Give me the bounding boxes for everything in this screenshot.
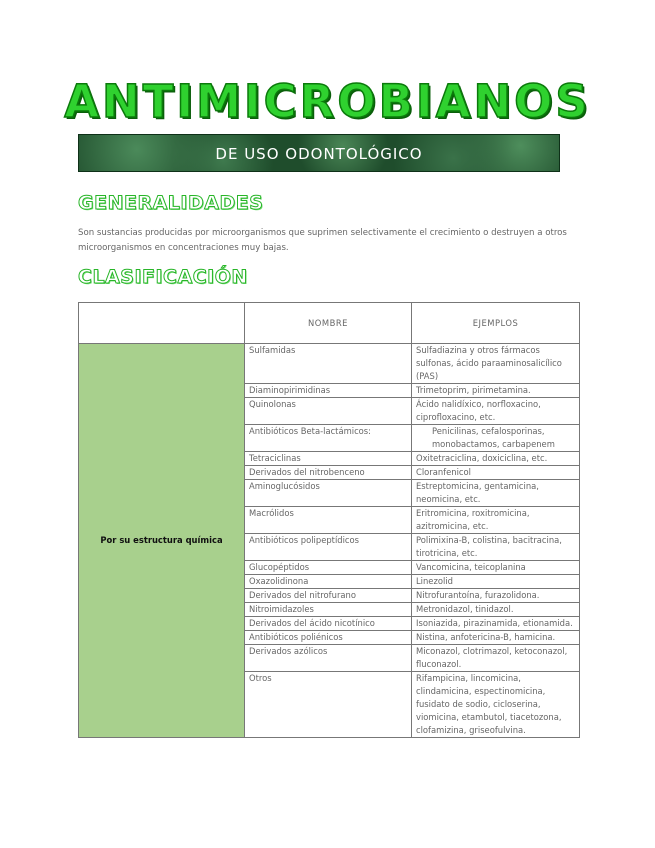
cell-ejemplos: Penicilinas, cefalosporinas, monobactamos, carbapenem (412, 425, 580, 452)
heading-clasificacion: CLASIFICACIÓN (78, 266, 248, 288)
cell-ejemplos: Isoniazida, pirazinamida, etionamida. (412, 617, 580, 631)
cell-ejemplos: Oxitetraciclina, doxiciclina, etc. (412, 452, 580, 466)
group-label: Por su estructura química (79, 344, 245, 738)
header-nombre: NOMBRE (245, 303, 412, 344)
cell-ejemplos: Nistina, anfotericina-B, hamicina. (412, 631, 580, 645)
cell-ejemplos: Rifampicina, lincomicina, clindamicina, espectinomicina, fusidato de sodio, cicloserina, viomicina, etambutol, tiacetozona, clofamizina, griseofulvina. (412, 672, 580, 738)
cell-nombre: Otros (245, 672, 412, 738)
cell-nombre: Antibióticos poliénicos (245, 631, 412, 645)
cell-ejemplos: Miconazol, clotrimazol, ketoconazol, fluconazol. (412, 645, 580, 672)
header-ejemplos: EJEMPLOS (412, 303, 580, 344)
cell-ejemplos: Polimixina-B, colistina, bacitracina, tirotricina, etc. (412, 534, 580, 561)
cell-ejemplos: Cloranfenicol (412, 466, 580, 480)
cell-nombre: Macrólidos (245, 507, 412, 534)
cell-nombre: Antibióticos Beta-lactámicos: (245, 425, 412, 452)
cell-nombre: Glucopéptidos (245, 561, 412, 575)
cell-ejemplos: Trimetoprim, pirimetamina. (412, 384, 580, 398)
cell-nombre: Diaminopirimidinas (245, 384, 412, 398)
cell-nombre: Antibióticos polipeptídicos (245, 534, 412, 561)
cell-nombre: Quinolonas (245, 398, 412, 425)
cell-ejemplos: Eritromicina, roxitromicina, azitromicina, etc. (412, 507, 580, 534)
cell-ejemplos: Linezolid (412, 575, 580, 589)
cell-nombre: Tetraciclinas (245, 452, 412, 466)
page-title: ANTIMICROBIANOS (64, 75, 591, 128)
subtitle: DE USO ODONTOLÓGICO (215, 145, 423, 163)
cell-nombre: Derivados del ácido nicotínico (245, 617, 412, 631)
cell-nombre: Derivados del nitrobenceno (245, 466, 412, 480)
cell-nombre: Nitroimidazoles (245, 603, 412, 617)
subtitle-banner (78, 134, 560, 172)
cell-nombre: Derivados azólicos (245, 645, 412, 672)
cell-nombre: Derivados del nitrofurano (245, 589, 412, 603)
heading-generalidades: GENERALIDADES (78, 192, 264, 214)
header-empty (79, 303, 245, 344)
cell-nombre: Aminoglucósidos (245, 480, 412, 507)
cell-ejemplos: Nitrofurantoína, furazolidona. (412, 589, 580, 603)
cell-ejemplos: Ácido nalidíxico, norfloxacino, ciprofloxacino, etc. (412, 398, 580, 425)
table-header-row (79, 303, 580, 344)
intro-paragraph: Son sustancias producidas por microorganismos que suprimen selectivamente el crecimiento o destruyen a otros microorganismos en concentraciones muy bajas. (78, 228, 567, 253)
cell-nombre: Sulfamidas (245, 344, 412, 384)
classification-table (78, 302, 580, 738)
cell-nombre: Oxazolidinona (245, 575, 412, 589)
cell-ejemplos: Estreptomicina, gentamicina, neomicina, etc. (412, 480, 580, 507)
table-row (79, 344, 580, 384)
cell-ejemplos: Metronidazol, tinidazol. (412, 603, 580, 617)
cell-ejemplos: Vancomicina, teicoplanina (412, 561, 580, 575)
cell-ejemplos: Sulfadiazina y otros fármacos sulfonas, ácido paraaminosalicílico (PAS) (412, 344, 580, 384)
